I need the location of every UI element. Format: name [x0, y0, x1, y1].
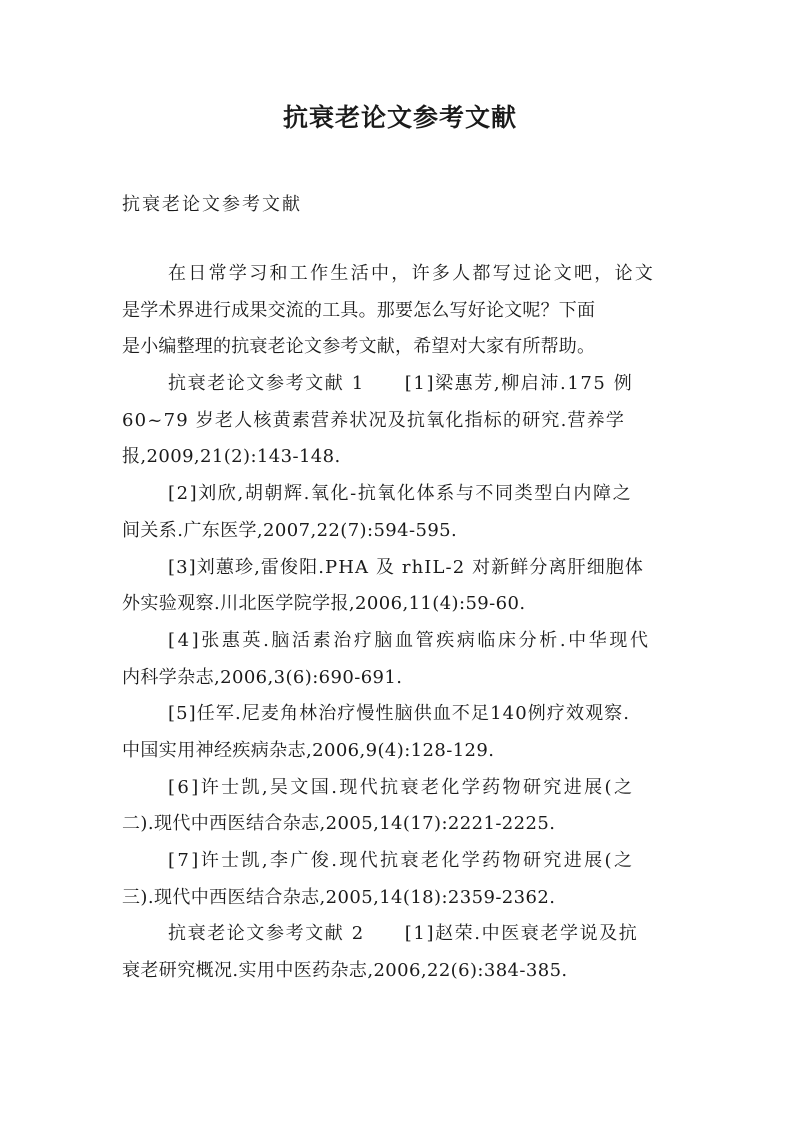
document-title: 抗衰老论文参考文献 — [282, 103, 517, 132]
line-text: [4]张惠英.脑活素治疗脑血管疾病临床分析.中华现代 — [168, 629, 651, 651]
text-line — [122, 256, 684, 293]
text-line — [122, 550, 684, 587]
line-text: 是学术界进行成果交流的工具。那要怎么写好论文呢？下面 — [122, 299, 596, 321]
line-text: 外实验观察.川北医学院学报,2006,11(4):59-60. — [122, 593, 526, 615]
text-line — [122, 696, 684, 733]
line-text: [5]任军.尼麦角林治疗慢性脑供血不足140例疗效观察. — [168, 703, 631, 725]
line-text: [6]许士凯,吴文国.现代抗衰老化学药物研究进展(之 — [168, 776, 635, 798]
text-line — [122, 586, 684, 623]
line-text: 三).现代中西医结合杂志,2005,14(18):2359-2362. — [122, 886, 556, 908]
text-line — [122, 623, 684, 660]
text-line — [122, 880, 684, 917]
section-heading: 抗衰老论文参考文献 1 — [168, 373, 365, 395]
line-text: [1]赵荣.中医衰老学说及抗 — [404, 923, 639, 945]
line-text: [3]刘蕙珍,雷俊阳.PHA 及 rhIL-2 对新鲜分离肝细胞体 — [168, 556, 645, 578]
text-line — [122, 843, 684, 880]
section-heading: 抗衰老论文参考文献 2 — [168, 923, 365, 945]
line-text: [1]梁惠芳,柳启沛.175 例 — [404, 373, 634, 395]
text-line — [122, 329, 684, 366]
text-line — [122, 293, 684, 330]
text-line — [122, 953, 684, 990]
text-line — [122, 916, 684, 953]
text-line — [122, 770, 684, 807]
line-text: 二).现代中西医结合杂志,2005,14(17):2221-2225. — [122, 813, 556, 835]
text-line — [122, 513, 684, 550]
line-text: 间关系.广东医学,2007,22(7):594-595. — [122, 519, 458, 541]
document-body — [122, 256, 684, 990]
text-line — [122, 366, 684, 403]
line-text: 60~79 岁老人核黄素营养状况及抗氧化指标的研究.营养学 — [122, 409, 626, 431]
text-line — [122, 403, 684, 440]
line-text: 是小编整理的抗衰老论文参考文献，希望对大家有所帮助。 — [122, 336, 596, 358]
line-text: 报,2009,21(2):143-148. — [122, 446, 341, 468]
line-text: 内科学杂志,2006,3(6):690-691. — [122, 666, 403, 688]
text-line — [122, 733, 684, 770]
line-text: 在日常学习和工作生活中，许多人都写过论文吧，论文 — [168, 263, 656, 284]
text-line — [122, 476, 684, 513]
document-subtitle: 抗衰老论文参考文献 — [122, 194, 302, 215]
line-text: 中国实用神经疾病杂志,2006,9(4):128-129. — [122, 739, 495, 761]
text-line — [122, 660, 684, 697]
line-text: [7]许士凯,李广俊.现代抗衰老化学药物研究进展(之 — [168, 850, 635, 871]
text-line — [122, 806, 684, 843]
text-line — [122, 439, 684, 476]
line-text: 衰老研究概况.实用中医药杂志,2006,22(6):384-385. — [122, 960, 568, 982]
line-text: [2]刘欣,胡朝辉.氧化-抗氧化体系与不同类型白内障之 — [168, 483, 633, 505]
